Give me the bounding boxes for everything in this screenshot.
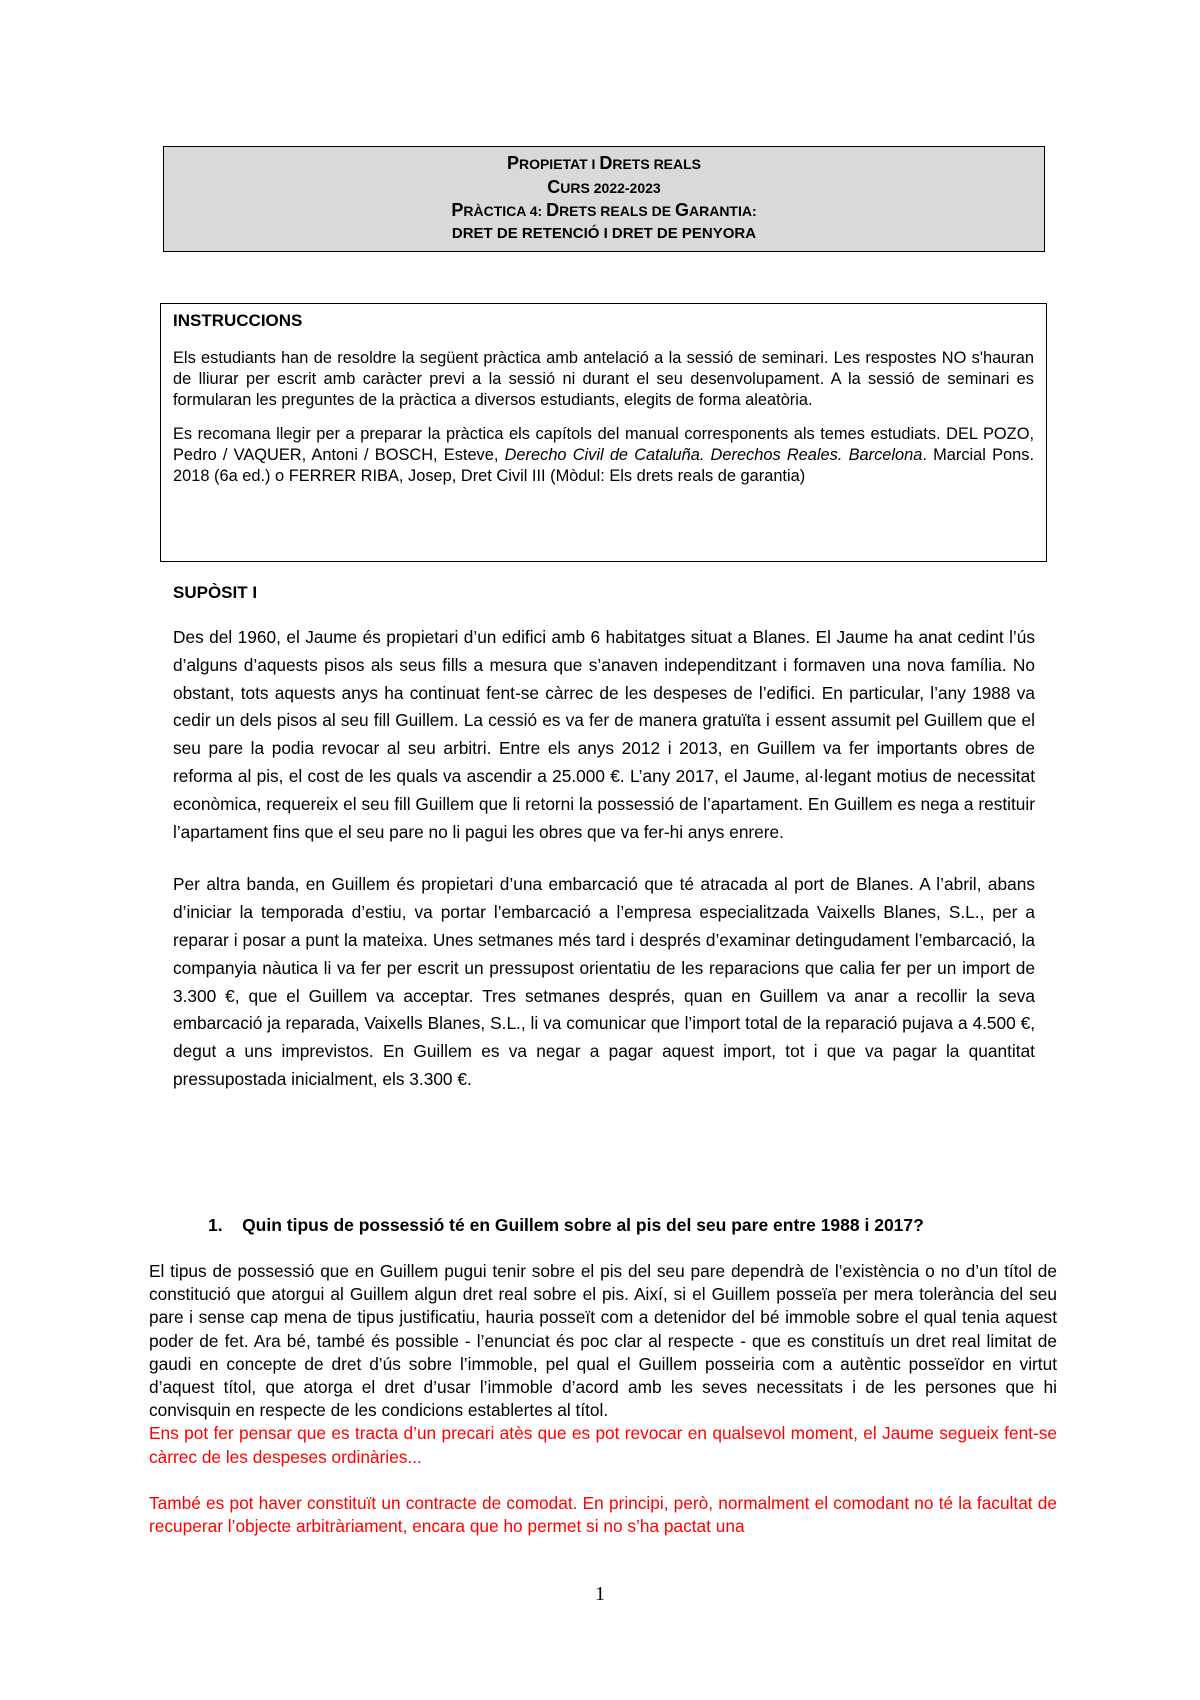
practice-title: PRÀCTICA 4: DRETS REALS DE GARANTIA: xyxy=(451,200,757,220)
case-paragraph-2: Per altra banda, en Guillem és propietari d’una embarcació que té atracada al port de Blanes. A l’abril, abans d’iniciar la temporada d’estiu, va portar l’embarcació a l’empresa especialitzada Vaixells Blanes, S.L., per a reparar i posar a punt la mateixa. Unes setmanes més tard i després d’examinar detingudament l’embarcació, la companyia nàutica li va fer per escrit un pressupost orientatiu de les reparacions que calia fer per un import de 3.300 €, que el Guillem va acceptar. Tres setmanes després, quan en Guillem va anar a recollir la seva embarcació ja reparada, Vaixells Blanes, S.L., li va comunicar que l’import total de la reparació pujava a 4.500 €, degut a uns imprevistos. En Guillem es va negar a pagar aquest import, tot i que va pagar la quantitat pressupostada inicialment, els 3.300 €. xyxy=(173,874,1035,1089)
title-header-box xyxy=(163,146,1045,252)
answer-paragraph: El tipus de possessió que en Guillem pugui tenir sobre el pis del seu pare dependrà de l’existència o no d’un títol de constitució que atorgui al Guillem algun dret real sobre el pis. Així, si el Guillem posseïa per mera tolerància del seu pare i sense cap mena de tipus justificatiu, hauria posseït com a detenidor del bé immoble sobre el qual tenia aquest poder de fet. Ara bé, també és possible - l’enunciat és poc clar al respecte - que es constituís un dret real limitat de gaudi en concepte de dret d’ús sobre l’immoble, pel qual el Guillem posseiria com a autèntic posseïdor en virtut d’aquest títol, que atorga el dret d’usar l’immoble d’acord amb les seves necessitats i de les persones que hi convisquin en respecte de les condicions establertes al títol. xyxy=(149,1261,1057,1421)
question-text: Quin tipus de possessió té en Guillem sobre al pis del seu pare entre 1988 i 2017? xyxy=(242,1215,924,1235)
question-number: 1. xyxy=(208,1215,223,1235)
course-title: PROPIETAT I DRETS REALS xyxy=(506,153,702,173)
instructions-title: INSTRUCCIONS xyxy=(173,311,303,330)
case-paragraph-1: Des del 1960, el Jaume és propietari d’un edifici amb 6 habitatges situat a Blanes. El Jaume ha anat cedint l’ús d’alguns d’aquests pisos als seus fills a mesura que s’anaven independitzant i formaven una nova família. No obstant, tots aquests anys ha continuat fent-se càrrec de les despeses de l’edifici. En particular, l’any 1988 va cedir un dels pisos al seu fill Guillem. La cessió es va fer de manera gratuïta i essent assumit pel Guillem que el seu pare la podia revocar al seu arbitri. Entre els anys 2012 i 2013, en Guillem va fer importants obres de reforma al pis, el cost de les quals va ascendir a 25.000 €. L’any 2017, el Jaume, al·legant motius de necessitat econòmica, requereix el seu fill Guillem que li retorni la possessió de l’apartament. En Guillem es nega a restituir l’apartament fins que el seu pare no li pagui les obres que va fer-hi anys enrere. xyxy=(173,627,1035,842)
course-year: CURS 2022-2023 xyxy=(547,176,661,197)
instructions-paragraph: Els estudiants han de resoldre la següent pràctica amb antelació a la sessió de seminari. Les respostes NO s'hauran de lliurar per escrit amb caràcter previ a la sessió ni durant el seu desenvolupament. A la sessió de seminari es formularan les preguntes de la pràctica a diversos estudiants, elegits de forma aleatòria. xyxy=(173,349,1034,409)
practice-subtitle: DRET DE RETENCIÓ I DRET DE PENYORA xyxy=(451,224,757,242)
case-title: SUPÒSIT I xyxy=(173,583,258,602)
answer-section xyxy=(149,1260,1057,1538)
page-number: 1 xyxy=(595,1583,605,1605)
reading-recommendation: Es recomana llegir per a preparar la pràctica els capítols del manual corresponents als temes estudiats. DEL POZO, Pedro / VAQUER, Antoni / BOSCH, Esteve, Derecho Civil de Cataluña. Derechos Reales. Barcelona. Marcial Pons. 2018 (6a ed.) o FERRER RIBA, Josep, Dret Civil III (Mòdul: Els drets reals de garantia) xyxy=(173,425,1034,485)
case-section xyxy=(173,583,1035,1094)
instructions-box xyxy=(160,303,1047,562)
book-title: Derecho Civil de Cataluña. Derechos Reales. Barcelona xyxy=(504,446,923,464)
annotation-precari: Ens pot fer pensar que es tracta d’un precari atès que es pot revocar en qualsevol moment, el Jaume segueix fent-se càrrec de les despeses ordinàries... xyxy=(149,1423,1057,1467)
annotation-comodat: També es pot haver constituït un contracte de comodat. En principi, però, normalment el comodant no té la facultat de recuperar l’objecte arbitràriament, encara que ho permet si no s’ha pactat una xyxy=(149,1492,1057,1537)
question-1 xyxy=(208,1215,1058,1236)
